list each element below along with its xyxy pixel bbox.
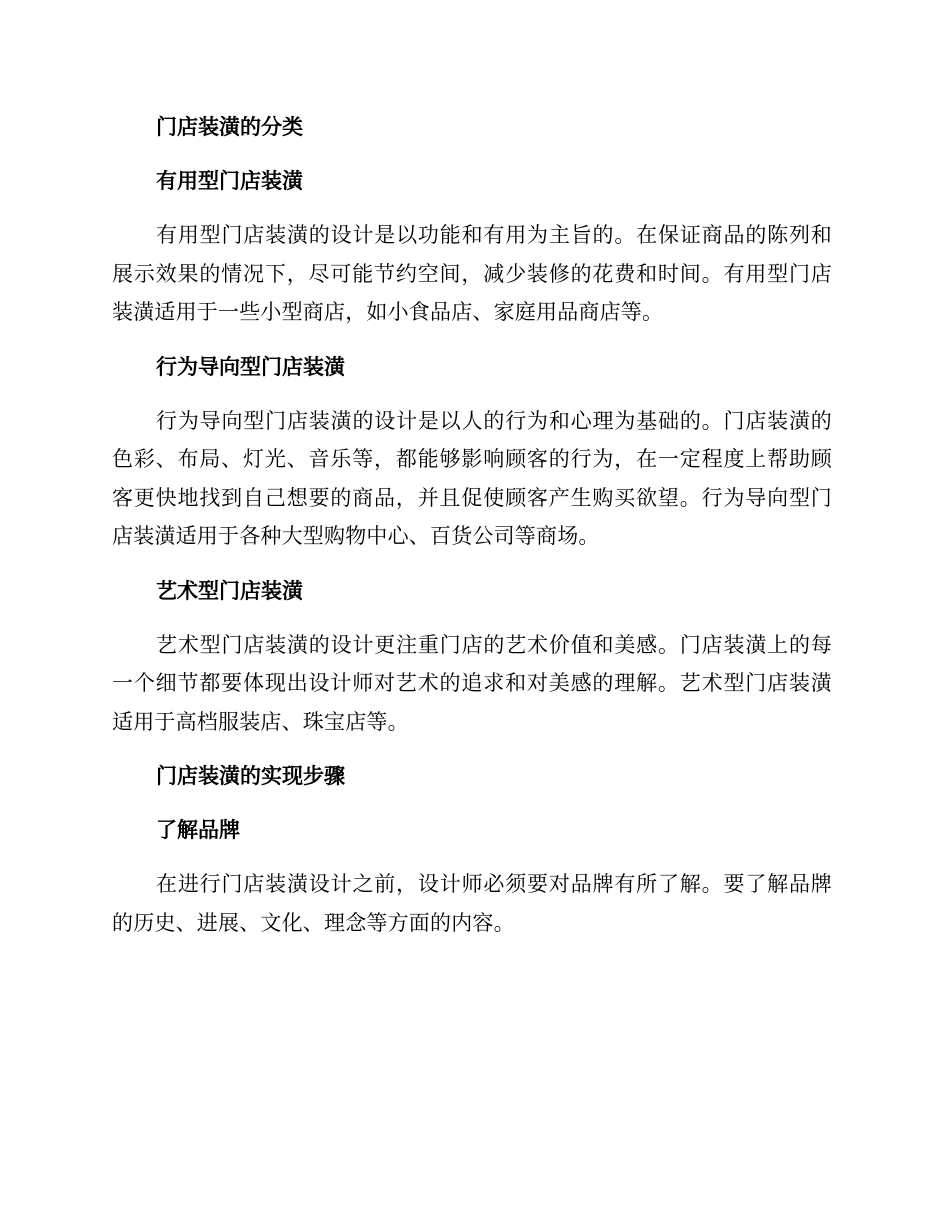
paragraph-behavior-oriented-type: 行为导向型门店装潢的设计是以人的行为和心理为基础的。门店装潢的色彩、布局、灯光、音乐等，都能够影响顾客的行为，在一定程度上帮助顾客更快地找到自己想要的商品，并且促使顾客产生购买欲望。行为导向型门店装潢适用于各种大型购物中心、百货公司等商场。 bbox=[112, 408, 832, 548]
section-heading-understand-brand: 了解品牌 bbox=[156, 818, 240, 842]
section-heading-implementation-steps: 门店装潢的实现步骤 bbox=[156, 764, 345, 788]
paragraph-understand-brand: 在进行门店装潢设计之前，设计师必须要对品牌有所了解。要了解品牌的历史、进展、文化、理念等方面的内容。 bbox=[112, 872, 832, 935]
section-heading-practical-type: 有用型门店装潢 bbox=[156, 169, 303, 193]
paragraph-practical-type: 有用型门店装潢的设计是以功能和有用为主旨的。在保证商品的陈列和展示效果的情况下，尽可能节约空间，减少装修的花费和时间。有用型门店装潢适用于一些小型商店，如小食品店、家庭用品商店等。 bbox=[112, 223, 832, 324]
section-heading-store-decoration-types: 门店装潢的分类 bbox=[156, 115, 303, 139]
section-heading-artistic-type: 艺术型门店装潢 bbox=[156, 578, 303, 603]
paragraph-artistic-type: 艺术型门店装潢的设计更注重门店的艺术价值和美感。门店装潢上的每一个细节都要体现出设计师对艺术的追求和对美感的理解。艺术型门店装潢适用于高档服装店、珠宝店等。 bbox=[112, 632, 832, 734]
document-body bbox=[112, 108, 832, 958]
section-heading-behavior-oriented-type: 行为导向型门店装潢 bbox=[156, 354, 345, 379]
